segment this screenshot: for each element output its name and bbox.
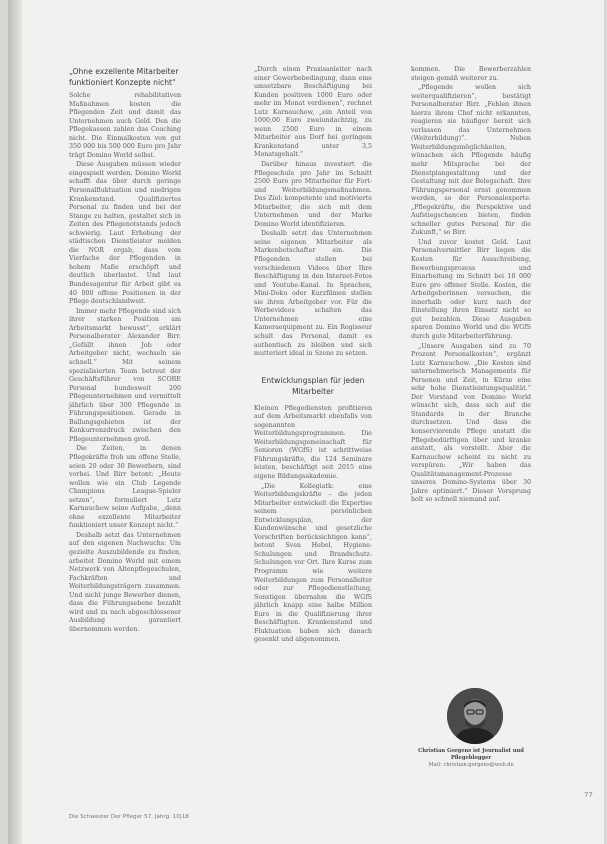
paragraph: „Unsere Ausgaben sind zu 70 Prozent Personalkosten“, ergänzt Lutz Karnauchow. „Die Kosten sind unternehmerisch Managements für Personen und Zeit, in Kürze eine sehr hohe Dienstleistungsqualität.“ Der Vorstand von Domino World wünscht sich, dass sich auf die Standards in der Branche durchsetzen. Und dass die konservierende Pflege anstatt die Pflegebedürftigen über und kranke anstatt, als vorstellt. Aber die Karnauchow scheint zu nicht zu verspüren: „Wir haben das Qualitätsmanagement-Prozesse unseres Domino-Systems über 30 Jahre optimiert.“ Dieser Vorsprung holt so schnell niemand auf. xyxy=(411,342,531,504)
paragraph: Immer mehr Pflegende sind sich ihrer starken Position am Arbeitsmarkt bewusst“, erklärt Personalberater Alexander Birr. „Gefällt ihnen Job oder Arbeitgeber nicht, wechseln sie schnell.“ Mit seinem spezialisierten Team betreut der Geschäftsführer von SCORE Personal bundesweit 200 Pflegeunternehmen und vermittelt jährlich über 300 Pflegende in Führungspositionen. Gerade in Ballungsgebieten ist der Konkurrenzdruck zwischen den Pflegeunternehmen groß. xyxy=(69,307,181,443)
author-email: Mail: christian.gorgens@web.de xyxy=(428,762,514,768)
paragraph: Und zuvor kostet Geld. Laut Personalvermittler Birr liegen die Kosten für Ausschreibung, Bewerbungsprozess und Einarbeitung im Schnitt bei 10 000 Euro pro offener Stelle. Kosten, die Arbeitgeberinnen versuchen, die innerhalb oder kurz nach der Einstellung ihren Einsatz nicht so gut bezahlen. Diese Ausgaben sparen Domino World und die WGfS durch gute Mitarbeiterführung. xyxy=(411,238,531,340)
column-right xyxy=(411,66,531,506)
magazine-page xyxy=(8,0,604,844)
column-middle xyxy=(254,66,372,646)
paragraph: „Die Kollegiatk: eine Weiterbildungskräfte – die jeden Mitarbeiter entwickelt die Expertise seinem persönlichen Entwicklungsplan, der Kundenwünsche und gesetzliche Vorschriften berücksichtigen kann“, betont Sven Hebel, Hygiene-Schulungen und Brandschutz-Schulungen vor Ort. Ihre Kurse zum Programm wie weitere Weiterbildungen zum Personalleiter oder zur Pflegedienstleitung, Sonstigen übernahm die WGfS jährlich knapp eine halbe Million Euro in die Qualifizierung ihrer Beschäftigten. Krankenstand und Fluktuation haben sich danach gesenkt und abgenommen. xyxy=(254,482,372,644)
paragraph: Die Zeiten, in denen Pflegekräfte froh um offene Stelle, seien 20 oder 30 Bewerbern, sind vorbei. Und Birr betont: „Heute wollen wie ein Club Legende Champions League-Spieler setzen“, formuliert Lutz Karnauchow seine Aufgabe, „denn ohne exzellente Mitarbeiter funktioniert unser Konzept nicht.“ xyxy=(69,445,181,530)
paragraph: Deshalb setzt das Unternehmen auf den eigenen Nachwuchs: Um gezielte Auszubildende zu finden, arbeitet Domino World mit einem Netzwerk von Altenpflegeschulen, Fachkräften und Weiterbildungsträgern zusammen. Und nicht junge Bewerber dienen, dass die Führungsebene bezahlt wird und zu nach abgeschlossener Ausbildung garantiert übernommen werden. xyxy=(69,531,181,633)
author-name-line: Christian Gorgens ist Journalist und Pflegeblogger xyxy=(418,748,524,761)
paragraph: Darüber hinaus investiert die Pflegeschule pro Jahr im Schnitt 2500 Euro pro Mitarbeiter für Fort- und Weiterbildungsmaßnahmen. Das Ziel: kompetente und motivierte Mitarbeiter, die sich mit dem Unternehmen und der Marke Domino World identifizieren. xyxy=(254,161,372,228)
author-caption xyxy=(410,748,532,769)
paragraph: Kleinen Pflegediensten profitieren auf dem Arbeitsmarkt ebenfalls von sogenannten Weiterbildungsprogrammen. Die Weiterbildungsgemeinschaft für Senioren (WGfS) ist schrittweise Führungskräfte, die 124 Seminare leisten, beschäftigt seit 2015 eine eigene Bildungsakademie. xyxy=(254,404,372,480)
section-heading: Entwicklungsplan für jeden Mitarbeiter xyxy=(261,375,365,396)
paragraph: kommen. Die Bewerberzahlen steigen gemäß weiterer zu. xyxy=(411,66,531,82)
paragraph: „Durch einen Praxisanleiter nach einer Gewerbebedingung, dann eine umsetzbare Beschäftigung bei Kunden positiven 1000 Euro oder mehr im Monat verdienen“, rechnet Lutz Karnauchow, „ein Anteil von 1000,00 Euro zweiundachtzig, zu wenn 2500 Euro in einem Mitarbeiter aus Dorf bei geringem Krankenstand unter 3,5 Monatsgehalt.“ xyxy=(254,66,372,159)
paragraph: „Pflegende wollen sich weiterqualifizieren“, bestätigt Personalberater Birr. „Fehlen ihnen hierzu ihrem Chef nicht erkannten, reagieren sie häufiger bereit sich verlassen das Unternehmen (Weiterbildung)“. Neben Weiterbildungsmöglichkeiten, wünschen sich Pflegende häufig mehr Mitsprache bei der Dienstplangestaltung und der Gestaltung mit der Belegschaft. Ihre Führungspersonal ernst genommen werden, so der Personalexperte. „Pflegekräfte, die Perspektive und Aufstiegschancen bieten, finden schneller gutes Personal für die Zukunft,“ so Birr. xyxy=(411,84,531,237)
paragraph: Diese Ausgaben müssen wieder eingespielt werden. Domino World schafft das über durch geringe Personalfluktuation und niedrigen Krankenstand. Qualifiziertes Personal zu finden und bei der Stange zu halten, gestaltet sich in Zeiten des Pflegenotstands jedoch schwierig. Laut Erhebung der städtischen Dienstleister melden die NOR ergab, dass vom Vierfache der Pflegenden in hohem Maße erschöpft und deutlich überlastet. Und laut Bundesagentur für Arbeit gibt es 40 000 offene Positionen in der Pflege deutschlandweit. xyxy=(69,161,181,306)
paragraph: Solche rehabilitativen Maßnahmen kosten die Pflegenden Zeit und damit das Unternehmen auch Geld. Den die Pflegekassen zahlen das Coaching nicht. Die Einmalkosten von gut 350 000 bis 500 000 Euro pro Jahr trägt Domino World selbst. xyxy=(69,92,181,159)
section-heading: „Ohne exzellente Mitarbeiter funktioniert Konzepte nicht“ xyxy=(69,67,179,87)
page-footer: Die Schwester Der Pfleger 57. Jahrg. 10|18 xyxy=(69,814,189,820)
paragraph: Deshalb setzt das Unternehmen seine eigenen Mitarbeiter als Markenbotschafter ein. Die Pflegenden stellen bei verschiedenen Videos über Ihre Beschäftigung in den Internet-Fotos und Youtube-Kanal. In Sprachen, Mini-Doku oder Kurzfilmen stellen sie ihren Arbeitgeber vor. Für die Werbevideos schalten das Unternehmen eine Kameraequipment zu. Ein Regisseur schult das Personal, damit es authentisch zu bleiben und sich mutteriert ideal in Szene zu setzen. xyxy=(254,230,372,358)
page-number: 77 xyxy=(584,791,593,799)
column-left xyxy=(69,66,181,635)
page-spine-shadow xyxy=(8,0,22,844)
author-portrait-photo xyxy=(447,688,503,744)
